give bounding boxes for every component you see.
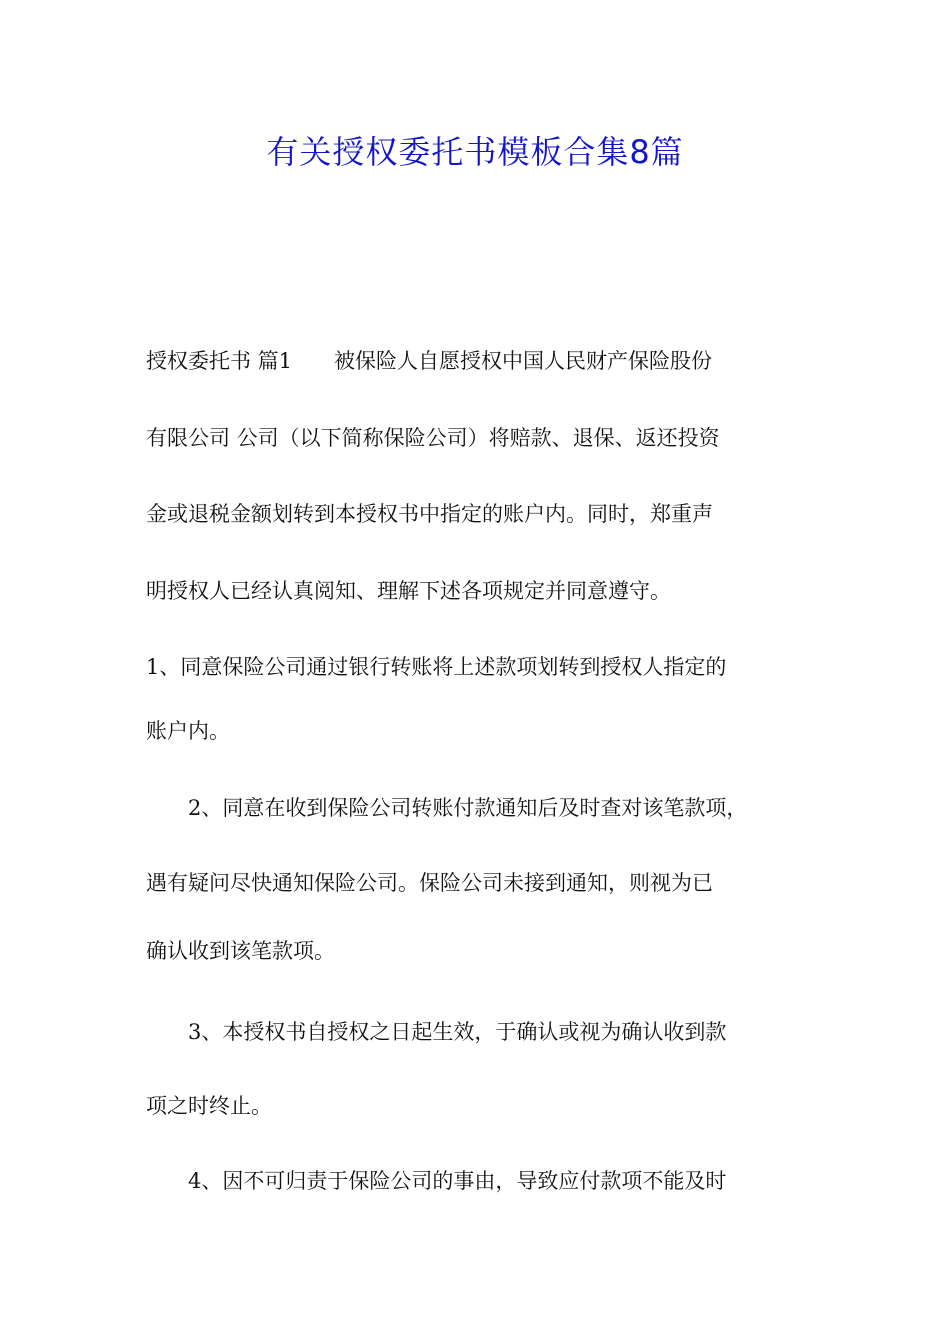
body-line-3: 金或退税金额划转到本授权书中指定的账户内。同时，郑重声 — [146, 502, 713, 526]
body-line-1: 授权委托书 篇1 被保险人自愿授权中国人民财产保险股份 — [146, 349, 713, 373]
body-line-8: 遇有疑问尽快通知保险公司。保险公司未接到通知，则视为已 — [146, 871, 713, 895]
body-line-4: 明授权人已经认真阅知、理解下述各项规定并同意遵守。 — [146, 579, 671, 603]
body-line-12: 4、因不可归责于保险公司的事由，导致应付款项不能及时 — [146, 1169, 727, 1193]
body-line-10: 3、本授权书自授权之日起生效，于确认或视为确认收到款 — [146, 1020, 727, 1044]
body-line-11: 项之时终止。 — [146, 1094, 272, 1118]
body-line-9: 确认收到该笔款项。 — [146, 939, 335, 963]
body-line-5: 1、同意保险公司通过银行转账将上述款项划转到授权人指定的 — [146, 655, 727, 679]
document-title: 有关授权委托书模板合集8篇 — [266, 133, 684, 171]
body-line-7: 2、同意在收到保险公司转账付款通知后及时查对该笔款项， — [146, 796, 748, 820]
body-line-6: 账户内。 — [146, 719, 230, 743]
body-line-2: 有限公司 公司（以下简称保险公司）将赔款、退保、返还投资 — [146, 426, 720, 450]
